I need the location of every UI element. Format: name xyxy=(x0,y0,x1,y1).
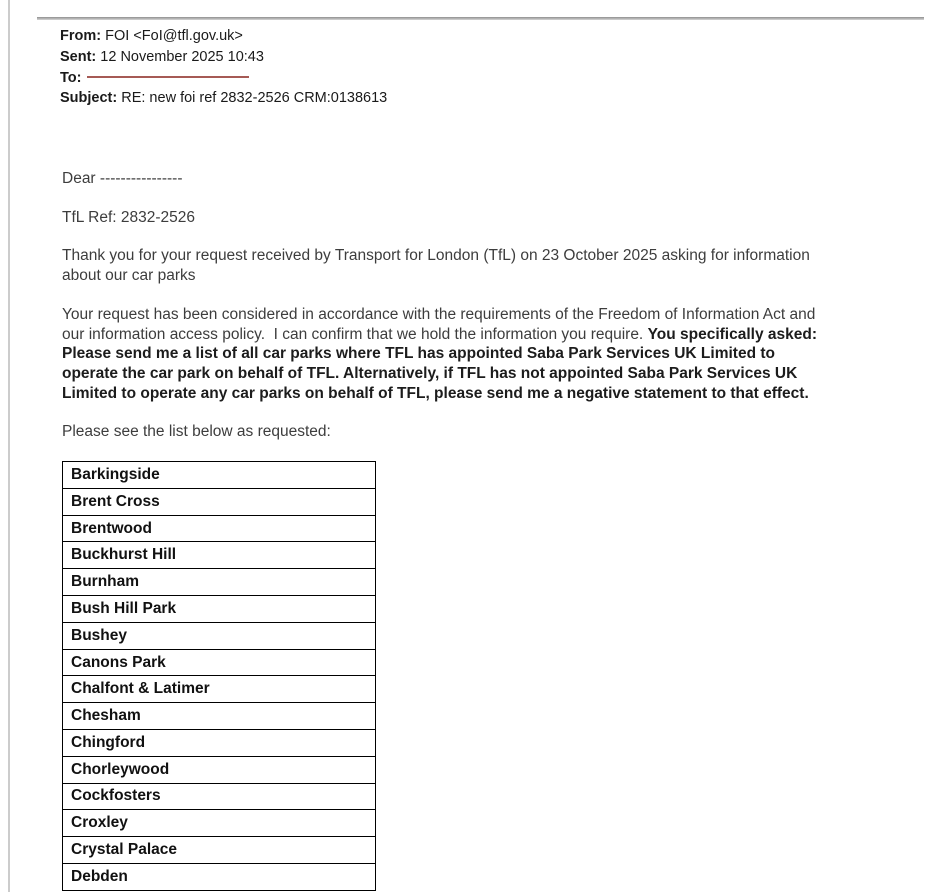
table-row xyxy=(63,542,376,569)
paragraph-line: Dear ---------------- xyxy=(62,170,183,187)
table-row xyxy=(63,515,376,542)
car-park-name: Chesham xyxy=(63,703,376,730)
car-park-name: Chalfont & Latimer xyxy=(63,676,376,703)
car-park-name: Crystal Palace xyxy=(63,837,376,864)
paragraph xyxy=(62,208,817,228)
car-park-name: Chingford xyxy=(63,730,376,757)
paragraph xyxy=(62,422,817,442)
paragraph xyxy=(62,305,817,404)
car-park-name: Brentwood xyxy=(63,515,376,542)
table-row xyxy=(63,810,376,837)
table-row xyxy=(63,756,376,783)
table-row xyxy=(63,863,376,890)
paragraph xyxy=(62,246,817,285)
table-row xyxy=(63,596,376,623)
to-label: To: xyxy=(60,69,82,86)
car-park-name: Debden xyxy=(63,863,376,890)
paragraph-line: Thank you for your request received by Transport for London (TfL) on 23 October 2025 asking for information xyxy=(62,247,810,265)
car-park-name: Burnham xyxy=(63,569,376,596)
table-row xyxy=(63,703,376,730)
car-park-table-body xyxy=(63,462,376,891)
car-park-name: Canons Park xyxy=(63,649,376,676)
car-park-name: Bushey xyxy=(63,622,376,649)
table-row xyxy=(63,622,376,649)
paragraph-line: TfL Ref: 2832-2526 xyxy=(62,208,195,226)
table-row xyxy=(63,730,376,757)
car-park-name: Chorleywood xyxy=(63,756,376,783)
paragraph-line: Please see the list below as requested: xyxy=(62,423,331,441)
car-park-name: Brent Cross xyxy=(63,488,376,515)
from-label: From: xyxy=(60,28,102,44)
email-body xyxy=(62,169,817,891)
table-row xyxy=(63,569,376,596)
subject-label: Subject: xyxy=(60,90,118,107)
sent-line xyxy=(60,47,387,68)
to-line xyxy=(60,68,387,89)
email-body-paragraphs xyxy=(62,169,817,442)
table-row xyxy=(63,649,376,676)
sent-label: Sent: xyxy=(60,48,97,65)
car-park-name: Bush Hill Park xyxy=(63,596,376,623)
table-row xyxy=(63,783,376,810)
paragraph-line: operate the car park on behalf of TFL. Alternatively, if TFL has not appointed Saba Park Services UK xyxy=(62,364,798,382)
email-header xyxy=(60,26,387,109)
from-value: FOI <FoI@tfl.gov.uk> xyxy=(105,28,243,44)
table-row xyxy=(63,462,376,489)
subject-value: RE: new foi ref 2832-2526 CRM:0138613 xyxy=(121,90,388,107)
car-park-name: Buckhurst Hill xyxy=(63,542,376,569)
paragraph-line: Please send me a list of all car parks where TFL has appointed Saba Park Services UK Limited to xyxy=(62,345,775,363)
header-divider-line xyxy=(37,17,924,20)
car-park-name: Cockfosters xyxy=(63,783,376,810)
paragraph-line: Your request has been considered in accordance with the requirements of the Freedom of Information Act and xyxy=(62,305,816,323)
subject-line xyxy=(60,88,387,109)
table-row xyxy=(63,837,376,864)
car-park-name: Barkingside xyxy=(63,462,376,489)
from-line xyxy=(60,26,387,47)
paragraph xyxy=(62,169,817,189)
car-park-table xyxy=(62,461,376,891)
paragraph-line: about our car parks xyxy=(62,267,196,285)
paragraph-line: Limited to operate any car parks on behalf of TFL, please send me a negative statement to that effect. xyxy=(62,384,809,402)
to-redaction-line xyxy=(87,76,249,78)
table-row xyxy=(63,676,376,703)
car-park-name: Croxley xyxy=(63,810,376,837)
table-row xyxy=(63,488,376,515)
paragraph-line: our information access policy. I can confirm that we hold the information you require. You specifically asked: xyxy=(62,325,817,343)
sent-value: 12 November 2025 10:43 xyxy=(100,48,264,65)
page-edge-line xyxy=(8,0,10,892)
